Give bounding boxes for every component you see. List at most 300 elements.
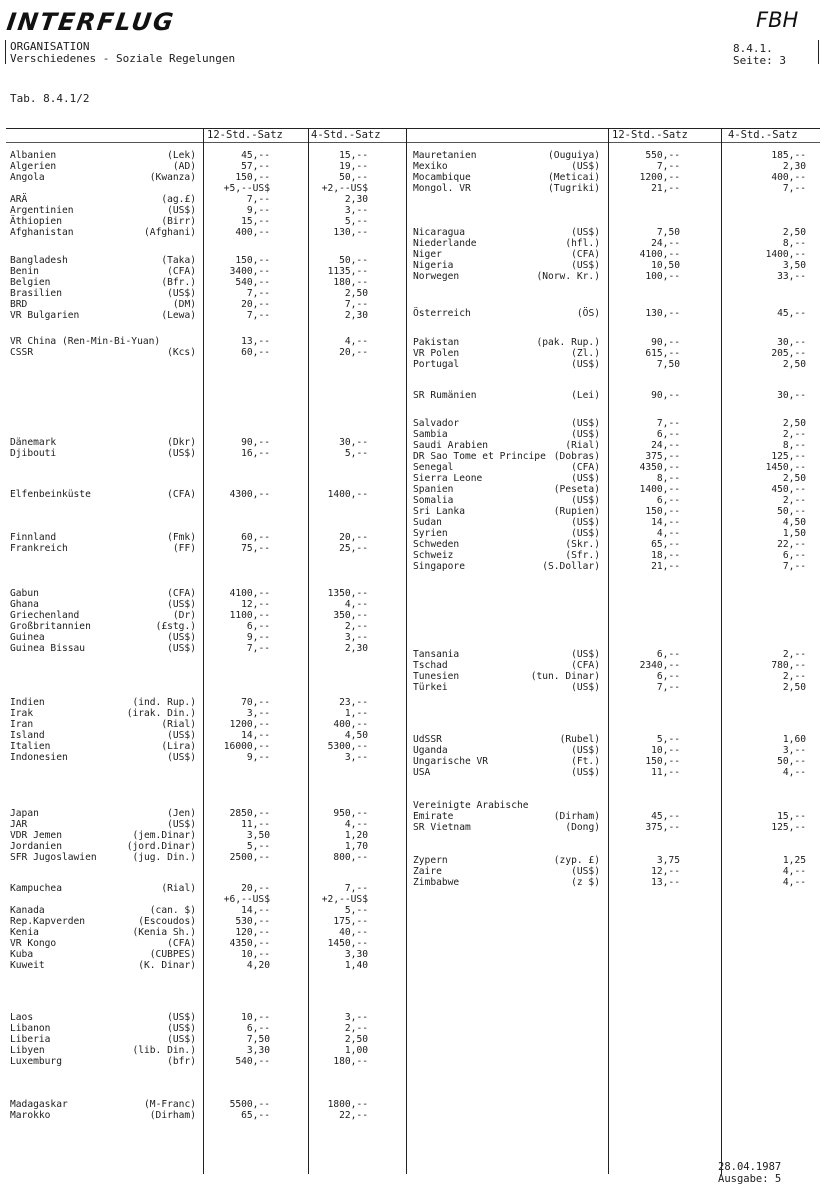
country-name: Brasilien xyxy=(10,288,62,299)
rate-4h: 23,-- xyxy=(339,697,368,708)
rate-4h: 1,70 xyxy=(344,841,368,852)
currency-label: (Tugriki) xyxy=(548,183,600,194)
country-name: Österreich xyxy=(413,308,471,319)
table-row xyxy=(0,697,825,708)
rate-12h: 150,-- xyxy=(645,506,680,517)
rate-4h: 3,-- xyxy=(344,205,368,216)
currency-label: (US$) xyxy=(571,767,600,778)
rate-12h: 11,-- xyxy=(241,819,270,830)
rate-12h: 45,-- xyxy=(651,811,680,822)
country-name: Argentinien xyxy=(10,205,74,216)
currency-label: (Rial) xyxy=(161,883,196,894)
country-name: Niederlande xyxy=(413,238,477,249)
rate-4h: 175,-- xyxy=(333,916,368,927)
currency-label: (CFA) xyxy=(571,462,600,473)
country-name: Portugal xyxy=(413,359,460,370)
currency-label: (AD) xyxy=(172,161,196,172)
rate-12h: 2850,-- xyxy=(229,808,270,819)
currency-label: (US$) xyxy=(167,643,196,654)
table-row xyxy=(0,1110,825,1121)
country-name: Schweden xyxy=(413,539,460,550)
currency-label: (Dirham) xyxy=(149,1110,196,1121)
currency-label: (Rial) xyxy=(565,440,600,451)
country-name: Mexiko xyxy=(413,161,448,172)
currency-label: (US$) xyxy=(571,649,600,660)
rate-4h: 1400,-- xyxy=(327,489,368,500)
rate-12h: 4,20 xyxy=(246,960,270,971)
section-subtitle: Verschiedenes - Soziale Regelungen xyxy=(10,52,236,65)
rate-4h: 5300,-- xyxy=(327,741,368,752)
table-row xyxy=(0,1045,825,1056)
table-row xyxy=(0,841,825,852)
rate-4h: 1450,-- xyxy=(327,938,368,949)
currency-label: (hfl.) xyxy=(565,238,600,249)
rate-4h: 5,-- xyxy=(344,905,368,916)
country-name: UdSSR xyxy=(413,734,442,745)
rate-4h: 40,-- xyxy=(339,927,368,938)
table-row xyxy=(0,599,825,610)
table-row xyxy=(0,561,825,572)
country-name: Spanien xyxy=(413,484,454,495)
table-row xyxy=(0,588,825,599)
country-name: Jordanien xyxy=(10,841,62,852)
country-name: Indonesien xyxy=(10,752,68,763)
rate-4h: 2,30 xyxy=(344,643,368,654)
rate-4h: 125,-- xyxy=(771,451,806,462)
rate-12h: 57,-- xyxy=(241,161,270,172)
currency-label: (CFA) xyxy=(167,588,196,599)
country-name: Luxemburg xyxy=(10,1056,62,1067)
table-row xyxy=(0,348,825,359)
table-row xyxy=(0,249,825,260)
country-name: VR Bulgarien xyxy=(10,310,80,321)
country-name: VR China (Ren-Min-Bi-Yuan) xyxy=(10,336,161,347)
rate-12h: 75,-- xyxy=(241,543,270,554)
country-name: Afghanistan xyxy=(10,227,74,238)
table-row xyxy=(0,800,825,811)
country-name: Irak xyxy=(10,708,34,719)
country-name: Liberia xyxy=(10,1034,51,1045)
country-name: Türkei xyxy=(413,682,448,693)
country-name: Singapore xyxy=(413,561,465,572)
currency-label: (US$) xyxy=(571,429,600,440)
rate-4h: 4,-- xyxy=(782,767,806,778)
rate-4h: 180,-- xyxy=(333,1056,368,1067)
table-row xyxy=(0,484,825,495)
rate-12h: 7,-- xyxy=(656,418,680,429)
country-name: CSSR xyxy=(10,347,34,358)
rate-4h: 130,-- xyxy=(333,227,368,238)
rate-4h: 1,40 xyxy=(344,960,368,971)
rate-4h: 125,-- xyxy=(771,822,806,833)
country-name: Indien xyxy=(10,697,45,708)
currency-label: (tun. Dinar) xyxy=(530,671,600,682)
rate-12h: 1100,-- xyxy=(229,610,270,621)
rate-12h: 21,-- xyxy=(651,561,680,572)
rate-4h: 5,-- xyxy=(344,448,368,459)
rate-12h: 7,50 xyxy=(656,227,680,238)
rate-12h: 7,-- xyxy=(656,161,680,172)
rate-12h: 4100,-- xyxy=(229,588,270,599)
table-row xyxy=(0,550,825,561)
rate-4h: 3,-- xyxy=(344,1012,368,1023)
rate-4h: 4,-- xyxy=(782,866,806,877)
rate-12h: 10,-- xyxy=(241,1012,270,1023)
table-row xyxy=(0,960,825,971)
table-row xyxy=(0,905,825,916)
country-name: VR Polen xyxy=(413,348,460,359)
rate-12h: 150,-- xyxy=(235,172,270,183)
rate-4h: 50,-- xyxy=(339,255,368,266)
rate-4h: 450,-- xyxy=(771,484,806,495)
rate-4h: 3,-- xyxy=(344,632,368,643)
currency-label: (Lira) xyxy=(161,741,196,752)
currency-label: (US$) xyxy=(571,227,600,238)
rate-12h: 1400,-- xyxy=(639,484,680,495)
country-name: Sri Lanka xyxy=(413,506,465,517)
country-name: Vereinigte Arabische xyxy=(413,800,529,811)
currency-label: (ÖS) xyxy=(576,308,600,319)
table-row xyxy=(0,390,825,401)
issue-date: 28.04.1987 xyxy=(718,1161,782,1173)
rate-4h: 50,-- xyxy=(339,172,368,183)
country-name: Italien xyxy=(10,741,51,752)
rate-4h: 2,50 xyxy=(344,1034,368,1045)
country-name: Schweiz xyxy=(413,550,454,561)
table-row xyxy=(0,1023,825,1034)
table-row xyxy=(0,949,825,960)
rate-12h: 12,-- xyxy=(241,599,270,610)
country-name: Ghana xyxy=(10,599,39,610)
country-name: Island xyxy=(10,730,45,741)
table-row xyxy=(0,1099,825,1110)
rate-4h: 7,-- xyxy=(344,299,368,310)
table-row xyxy=(0,506,825,517)
rate-12h: 65,-- xyxy=(241,1110,270,1121)
table-row xyxy=(0,916,825,927)
rate-4h: 2,50 xyxy=(782,473,806,484)
rate-12h: 16000,-- xyxy=(223,741,270,752)
rate-12h: 7,50 xyxy=(246,1034,270,1045)
rate-4h: 30,-- xyxy=(777,390,806,401)
country-name: Albanien xyxy=(10,150,57,161)
currency-label: (Dirham) xyxy=(553,811,600,822)
right-header-4h: 4-Std.-Satz xyxy=(728,129,798,141)
currency-label: (Jen) xyxy=(167,808,196,819)
country-name: Mongol. VR xyxy=(413,183,471,194)
rate-4h: 45,-- xyxy=(777,308,806,319)
country-name: VR Kongo xyxy=(10,938,57,949)
table-label: Tab. 8.4.1/2 xyxy=(10,92,90,105)
rate-4h: 7,-- xyxy=(344,883,368,894)
rate-12h: 20,-- xyxy=(241,299,270,310)
table-row xyxy=(0,734,825,745)
country-name: Iran xyxy=(10,719,34,730)
country-name: Rep.Kapverden xyxy=(10,916,86,927)
table-row xyxy=(0,649,825,660)
currency-label: (Taka) xyxy=(161,255,196,266)
table-row xyxy=(0,205,825,216)
rate-4h: 350,-- xyxy=(333,610,368,621)
country-name: Guinea Bissau xyxy=(10,643,86,654)
currency-label: (US$) xyxy=(571,161,600,172)
rate-4h: 2,50 xyxy=(344,288,368,299)
rate-12h: 11,-- xyxy=(651,767,680,778)
rate-12h: 60,-- xyxy=(241,532,270,543)
country-name: Sambia xyxy=(413,429,448,440)
rate-12h: 20,-- xyxy=(241,883,270,894)
rate-12h: 375,-- xyxy=(645,451,680,462)
currency-label: (Afghani) xyxy=(144,227,196,238)
rate-12h: 5,-- xyxy=(246,841,270,852)
currency-label: (ag.£) xyxy=(161,194,196,205)
rate-12h: +5,--US$ xyxy=(223,183,270,194)
currency-label: (US$) xyxy=(571,528,600,539)
rate-4h: 50,-- xyxy=(777,756,806,767)
country-name: Libyen xyxy=(10,1045,45,1056)
rate-12h: 21,-- xyxy=(651,183,680,194)
rate-12h: 13,-- xyxy=(651,877,680,888)
rate-4h: 800,-- xyxy=(333,852,368,863)
country-name: Zaire xyxy=(413,866,442,877)
currency-label: (US$) xyxy=(571,682,600,693)
rate-12h: 7,50 xyxy=(656,359,680,370)
currency-label: (US$) xyxy=(571,745,600,756)
currency-label: (jug. Din.) xyxy=(132,852,196,863)
rate-4h: 2,30 xyxy=(344,310,368,321)
rate-12h: 4,-- xyxy=(656,528,680,539)
currency-label: (US$) xyxy=(167,730,196,741)
country-name: Japan xyxy=(10,808,39,819)
currency-label: (CFA) xyxy=(167,266,196,277)
rate-4h: 7,-- xyxy=(782,561,806,572)
country-name: ARÄ xyxy=(10,194,28,205)
rate-12h: 7,-- xyxy=(246,194,270,205)
rate-4h: 22,-- xyxy=(339,1110,368,1121)
rate-4h: 2,-- xyxy=(782,495,806,506)
rate-12h: 6,-- xyxy=(656,649,680,660)
country-name: Djibouti xyxy=(10,448,57,459)
table-row xyxy=(0,621,825,632)
table-row xyxy=(0,719,825,730)
country-name: Guinea xyxy=(10,632,45,643)
country-name: Kanada xyxy=(10,905,45,916)
currency-label: (US$) xyxy=(571,495,600,506)
rate-12h: 15,-- xyxy=(241,216,270,227)
currency-label: (zyp. £) xyxy=(553,855,600,866)
rate-12h: +6,--US$ xyxy=(223,894,270,905)
rate-4h: 8,-- xyxy=(782,238,806,249)
currency-label: (Skr.) xyxy=(565,539,600,550)
currency-label: (US$) xyxy=(571,473,600,484)
rate-4h: 3,50 xyxy=(782,260,806,271)
rate-12h: 14,-- xyxy=(241,730,270,741)
currency-label: (Dobras) xyxy=(553,451,600,462)
currency-label: (Kcs) xyxy=(167,347,196,358)
table-row xyxy=(0,495,825,506)
table-row xyxy=(0,150,825,161)
country-name: Großbritannien xyxy=(10,621,91,632)
rate-4h: 2,50 xyxy=(782,682,806,693)
currency-label: (Fmk) xyxy=(167,532,196,543)
table-row xyxy=(0,429,825,440)
currency-label: (irak. Din.) xyxy=(126,708,196,719)
currency-label: (bfr) xyxy=(167,1056,196,1067)
table-row xyxy=(0,822,825,833)
rate-4h: 205,-- xyxy=(771,348,806,359)
country-name: Madagaskar xyxy=(10,1099,68,1110)
country-name: Kenia xyxy=(10,927,39,938)
currency-label: (K. Dinar) xyxy=(138,960,196,971)
table-row xyxy=(0,811,825,822)
rate-4h: 8,-- xyxy=(782,440,806,451)
rate-4h: 4,-- xyxy=(344,336,368,347)
country-name: Laos xyxy=(10,1012,34,1023)
rate-4h: 4,-- xyxy=(344,599,368,610)
currency-label: (£stg.) xyxy=(155,621,196,632)
rate-4h: 15,-- xyxy=(777,811,806,822)
rate-12h: 45,-- xyxy=(241,150,270,161)
rate-12h: 18,-- xyxy=(651,550,680,561)
table-row xyxy=(0,260,825,271)
rate-4h: 3,-- xyxy=(344,752,368,763)
currency-label: (Ft.) xyxy=(571,756,600,767)
country-name: Kuba xyxy=(10,949,34,960)
country-name: JAR xyxy=(10,819,28,830)
header-right-bar xyxy=(818,40,819,64)
country-name: USA xyxy=(413,767,431,778)
rate-12h: 7,-- xyxy=(246,310,270,321)
table-row xyxy=(0,238,825,249)
rate-12h: 14,-- xyxy=(241,905,270,916)
rate-4h: 2,50 xyxy=(782,418,806,429)
country-name: Mocambique xyxy=(413,172,471,183)
rate-12h: 90,-- xyxy=(651,390,680,401)
currency-label: (Meticai) xyxy=(548,172,600,183)
country-name: Sudan xyxy=(413,517,442,528)
rate-4h: 1,25 xyxy=(782,855,806,866)
country-name: Nicaragua xyxy=(413,227,465,238)
country-name: Algerien xyxy=(10,161,57,172)
table-top-rule xyxy=(6,128,820,129)
currency-label: (Dong) xyxy=(565,822,600,833)
currency-label: (Zl.) xyxy=(571,348,600,359)
currency-label: (US$) xyxy=(571,260,600,271)
section-number: 8.4.1. xyxy=(733,42,773,55)
rate-12h: 130,-- xyxy=(645,308,680,319)
table-row xyxy=(0,1034,825,1045)
rate-4h: 4,-- xyxy=(344,819,368,830)
table-row xyxy=(0,539,825,550)
rate-4h: 4,-- xyxy=(782,877,806,888)
rate-4h: 20,-- xyxy=(339,347,368,358)
currency-label: (CFA) xyxy=(571,660,600,671)
currency-label: (jord.Dinar) xyxy=(126,841,196,852)
rate-12h: 13,-- xyxy=(241,336,270,347)
rate-4h: 400,-- xyxy=(333,719,368,730)
table-row xyxy=(0,708,825,719)
country-name: Ungarische VR xyxy=(413,756,489,767)
interflug-logo: INTERFLUG xyxy=(5,8,177,36)
rate-12h: 4100,-- xyxy=(639,249,680,260)
rate-12h: 65,-- xyxy=(651,539,680,550)
currency-label: (US$) xyxy=(167,632,196,643)
rate-12h: 24,-- xyxy=(651,238,680,249)
country-name: Frankreich xyxy=(10,543,68,554)
rate-12h: 540,-- xyxy=(235,277,270,288)
country-name: Dänemark xyxy=(10,437,57,448)
country-name: Norwegen xyxy=(413,271,460,282)
country-name: Kuweit xyxy=(10,960,45,971)
currency-label: (Sfr.) xyxy=(565,550,600,561)
currency-label: (Rial) xyxy=(161,719,196,730)
rate-12h: 9,-- xyxy=(246,632,270,643)
rate-12h: 6,-- xyxy=(246,1023,270,1034)
country-name: SR Vietnam xyxy=(413,822,471,833)
currency-label: (Dr) xyxy=(172,610,196,621)
rate-4h: 1,00 xyxy=(344,1045,368,1056)
country-name: Griechenland xyxy=(10,610,80,621)
rate-12h: 615,-- xyxy=(645,348,680,359)
currency-label: (M-Franc) xyxy=(144,1099,196,1110)
currency-label: (CFA) xyxy=(167,489,196,500)
rate-12h: 5,-- xyxy=(656,734,680,745)
currency-label: (US$) xyxy=(167,1034,196,1045)
currency-label: (US$) xyxy=(571,517,600,528)
rate-4h: 2,50 xyxy=(782,227,806,238)
rate-12h: 9,-- xyxy=(246,752,270,763)
table-row xyxy=(0,227,825,238)
table-row xyxy=(0,462,825,473)
rate-12h: 70,-- xyxy=(241,697,270,708)
country-name: Syrien xyxy=(413,528,448,539)
rate-4h: 1350,-- xyxy=(327,588,368,599)
country-name: Äthiopien xyxy=(10,216,62,227)
rate-4h: 1800,-- xyxy=(327,1099,368,1110)
rate-4h: 780,-- xyxy=(771,660,806,671)
table-row xyxy=(0,440,825,451)
table-row xyxy=(0,216,825,227)
table-row xyxy=(0,473,825,484)
country-name: Salvador xyxy=(413,418,460,429)
table-row xyxy=(0,337,825,348)
country-name: Pakistan xyxy=(413,337,460,348)
currency-label: (Kenia Sh.) xyxy=(132,927,196,938)
rate-4h: 2,-- xyxy=(782,671,806,682)
rate-4h: 2,30 xyxy=(782,161,806,172)
currency-label: (Bfr.) xyxy=(161,277,196,288)
rate-4h: 2,-- xyxy=(782,429,806,440)
rate-4h: 1,-- xyxy=(344,708,368,719)
currency-label: (US$) xyxy=(167,819,196,830)
rate-12h: 16,-- xyxy=(241,448,270,459)
rate-12h: 120,-- xyxy=(235,927,270,938)
currency-label: (US$) xyxy=(167,1023,196,1034)
rate-12h: 3,30 xyxy=(246,1045,270,1056)
rate-4h: 7,-- xyxy=(782,183,806,194)
currency-label: (Dkr) xyxy=(167,437,196,448)
country-name: DR Sao Tome et Principe xyxy=(413,451,546,462)
country-name: Marokko xyxy=(10,1110,51,1121)
currency-label: (US$) xyxy=(167,288,196,299)
rate-4h: 185,-- xyxy=(771,150,806,161)
section-title: ORGANISATION xyxy=(10,40,90,53)
currency-label: (can. $) xyxy=(149,905,196,916)
currency-label: (Kwanza) xyxy=(149,172,196,183)
country-name: Elfenbeinküste xyxy=(10,489,91,500)
rate-4h: 1,60 xyxy=(782,734,806,745)
rate-4h: 30,-- xyxy=(777,337,806,348)
